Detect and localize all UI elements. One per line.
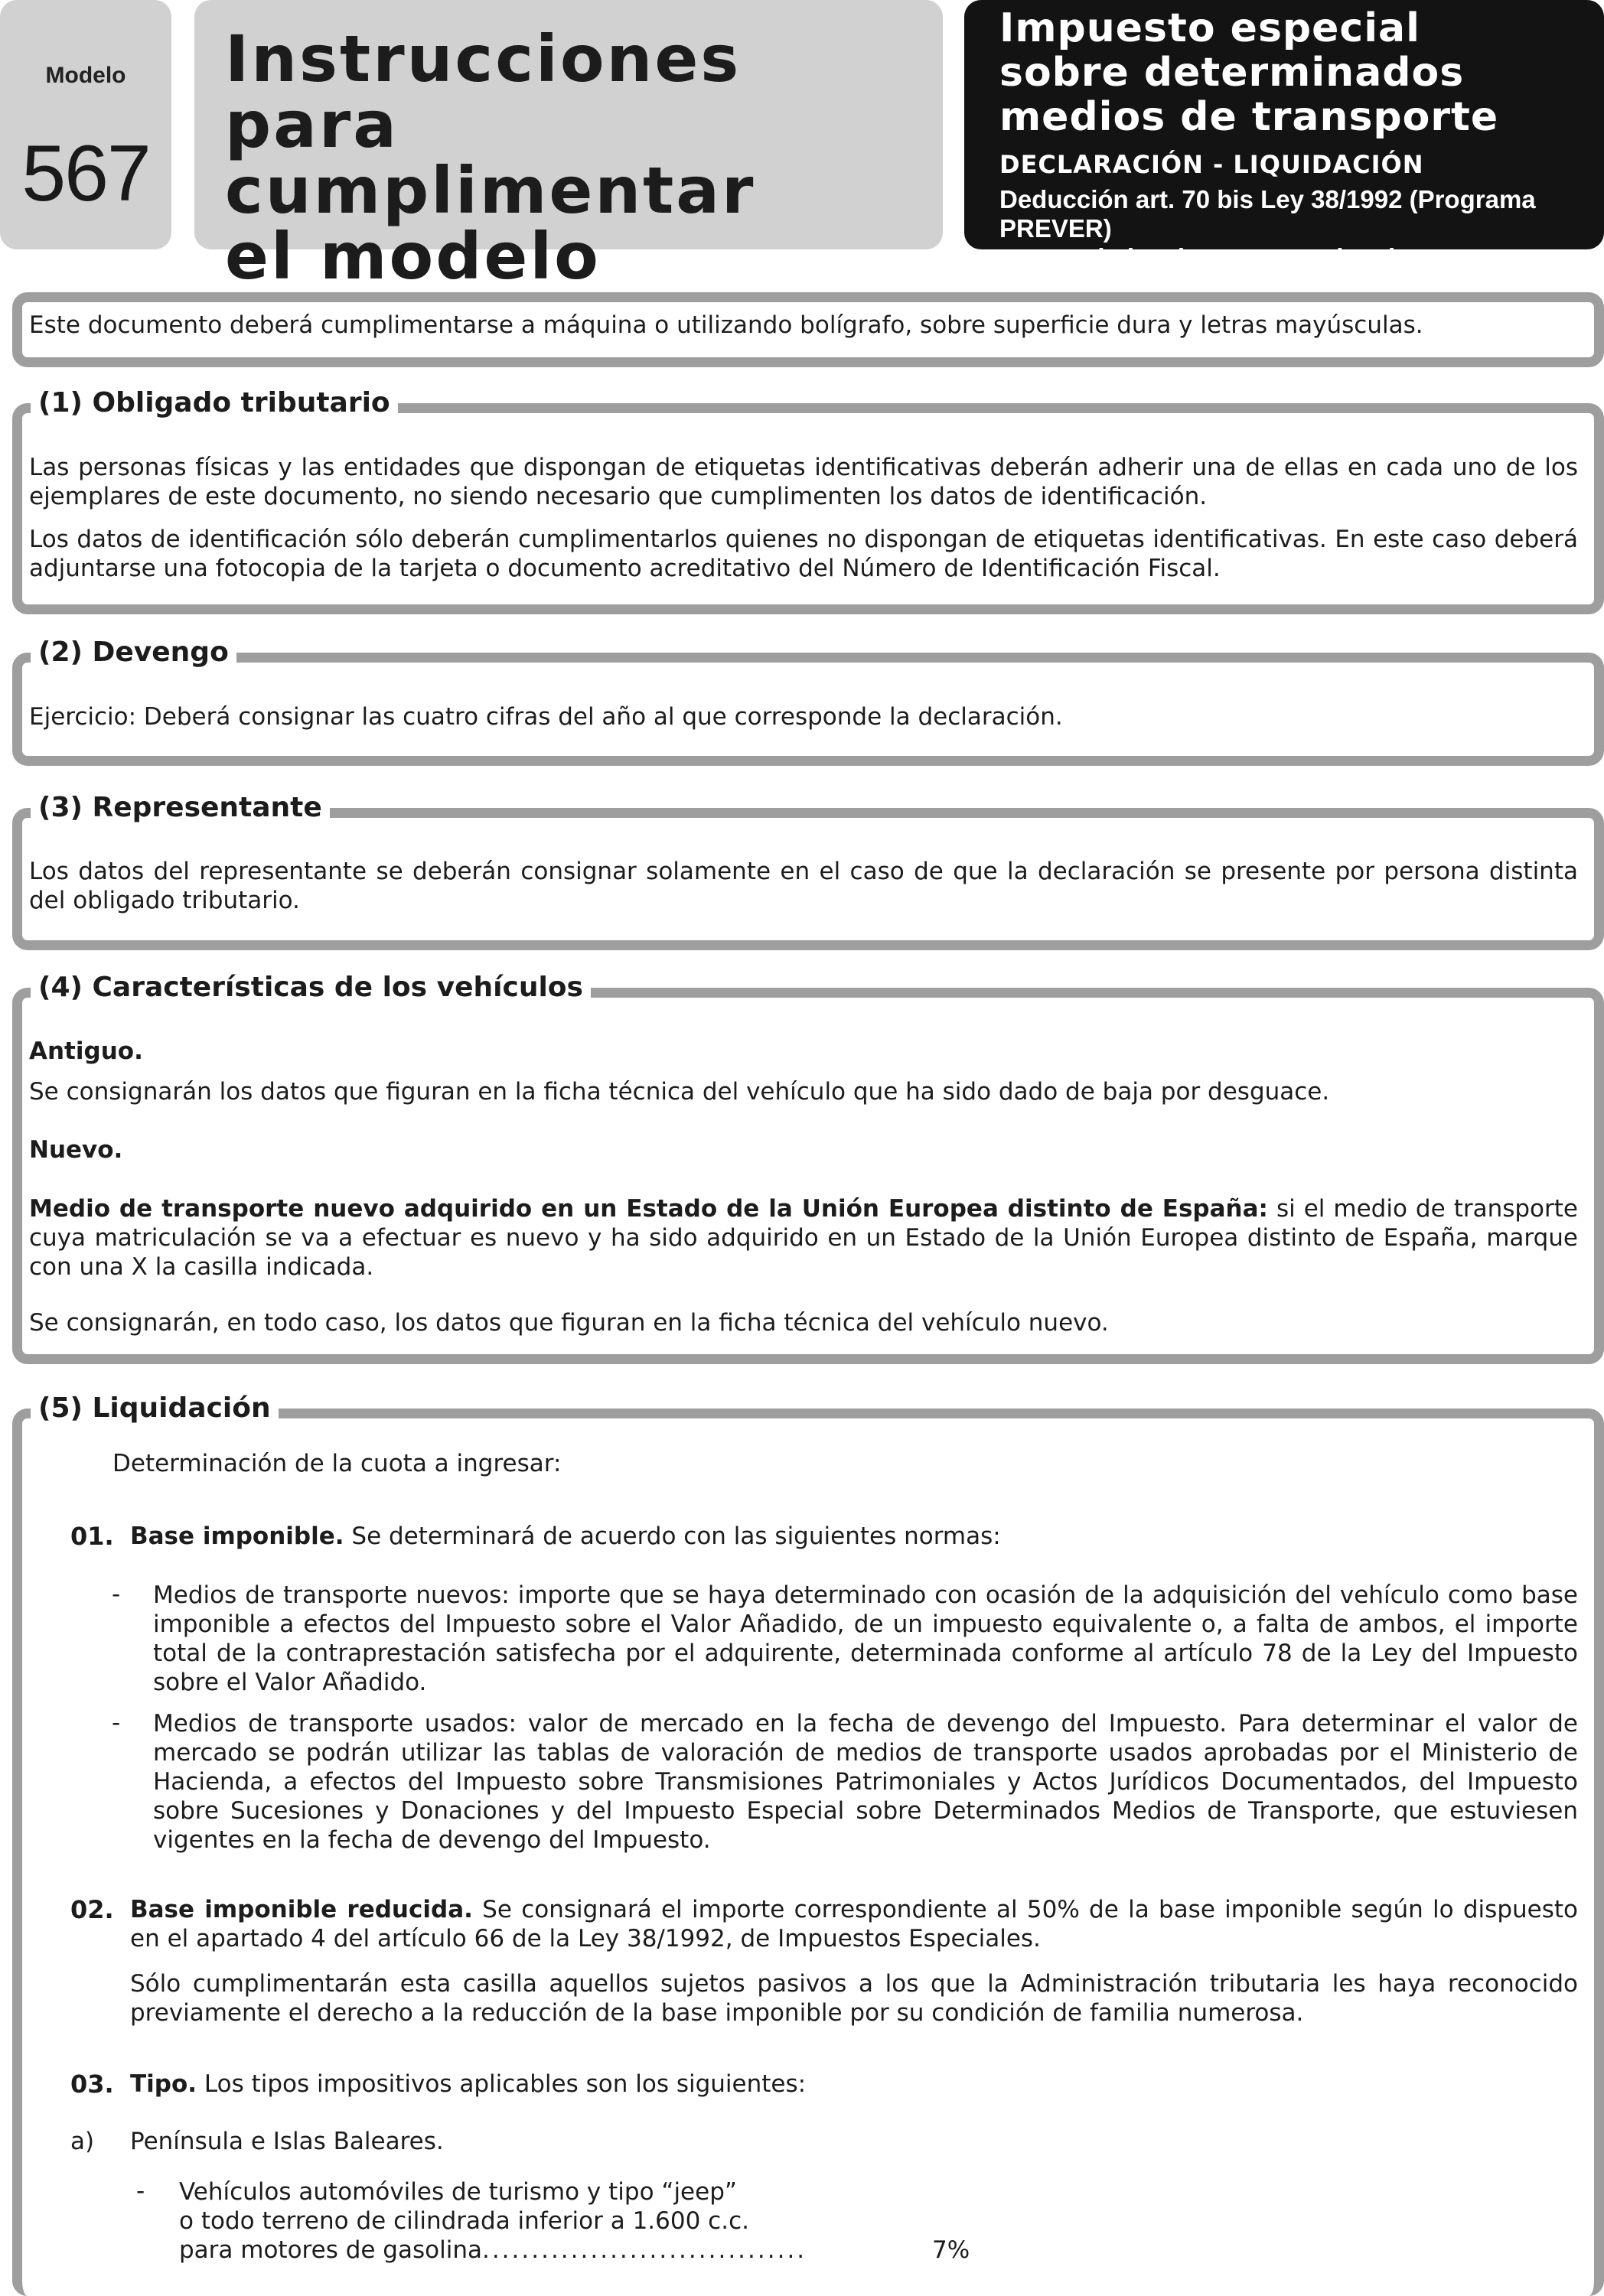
declaration-label: DECLARACIÓN - LIQUIDACIÓN (999, 150, 1424, 179)
model-box (0, 0, 171, 249)
vehicle-line-3-text: para motores de gasolina (179, 2236, 482, 2264)
page-title (225, 21, 943, 294)
item-02-text (130, 1895, 1578, 1953)
item-01-bold: Base imponible. (130, 1523, 344, 1550)
vehicle-rate: 7% (932, 2236, 970, 2264)
tax-title-line-2: sobre determinados (999, 50, 1465, 96)
section-2-heading: (2) Devengo (31, 637, 236, 668)
section-1-heading: (1) Obligado tributario (31, 387, 398, 418)
liquidacion-intro: Determinación de la cuota a ingresar: (112, 1450, 562, 1477)
item-01-text (130, 1522, 1578, 1551)
section-1-p2: Los datos de identificación sólo deberán cumplimentarlos quienes no dispongan de etiquetas identificativas. En este caso deberá adjuntarse una fotocopia de la tarjeta o documento acreditativo del Número de Identificación Fiscal. (29, 526, 1578, 582)
item-02-number: 02. (70, 1895, 114, 1924)
bullet-dash: - (112, 1709, 121, 1737)
tax-title-line-1: Impuesto especial (999, 5, 1420, 51)
item-03-bold: Tipo. (130, 2070, 197, 2098)
bullet-dash: - (112, 1581, 121, 1608)
section-1-p1: Las personas físicas y las entidades que dispongan de etiquetas identificativas deberán adherir una de ellas en cada uno de los ejemplares de este documento, no siendo necesario que cumplimenten los datos de identificación. (29, 454, 1578, 510)
item-01-bullet-1: Medios de transporte nuevos: importe que se haya determinado con ocasión de la adquisición del vehículo como base imponible a efectos del Impuesto sobre el Valor Añadido, de un impuesto equivalente o, a falta de ambos, el importe total de la contraprestación satisfecha por el adquirente, determinada conforme al artículo 78 de la Ley del Impuesto sobre el Valor Añadido. (153, 1581, 1578, 1696)
title-line-2: para cumplimentar (225, 87, 756, 228)
section-5-heading: (5) Liquidación (31, 1392, 279, 1424)
title-line-3: el modelo (225, 219, 601, 294)
item-03-text (130, 2070, 1578, 2099)
intro-text: Este documento deberá cumplimentarse a máquina o utilizando bolígrafo, sobre superficie dura y letras mayúsculas. (29, 311, 1423, 339)
antiguo-label: Antiguo. (29, 1037, 143, 1065)
item-02-rest: Se consignará el importe correspondiente al 50% de la base imponible según lo dispuesto en el apartado 4 del artículo 66 de la Ley 38/1992, de Impuestos Especiales. (130, 1896, 1578, 1952)
deduction-line-1: Deducción art. 70 bis Ley 38/1992 (Programa PREVER) (999, 185, 1536, 243)
item-02-bold: Base imponible reducida. (130, 1896, 473, 1923)
section-3-p1: Los datos del representante se deberán consignar solamente en el caso de que la declaración se presente por persona distinta del obligado tributario. (29, 858, 1578, 914)
deduction-text (999, 185, 1604, 272)
subitem-a-text: Península e Islas Baleares. (130, 2128, 444, 2155)
item-01-bullet-2: Medios de transporte usados: valor de mercado en la fecha de devengo del Impuesto. Para determinar el valor de mercado se podrán utilizar las tablas de valoración de medios de transporte usados aprobadas por el Ministerio de Hacienda, a efectos del Impuesto sobre Transmisiones Patrimoniales y Actos Jurídicos Documentados, del Impuesto sobre Sucesiones y Donaciones y del Impuesto Especial sobre Determinados Medios de Transporte, que estuviesen vigentes en la fecha de devengo del Impuesto. (153, 1710, 1578, 1854)
tax-box (964, 0, 1604, 272)
nuevo-label: Nuevo. (29, 1136, 123, 1164)
vehicle-line-1: Vehículos automóviles de turismo y tipo “jeep” (179, 2178, 737, 2206)
ue-bold: Medio de transporte nuevo adquirido en un Estado de la Unión Europea distinto de España: (29, 1195, 1268, 1223)
ue-text: si el medio de transporte cuya matriculación se va a efectuar es nuevo y ha sido adquirido en un Estado de la Unión Europea distinto de España, marque con una X la casilla indicada. (29, 1195, 1579, 1281)
item-01-rest: Se determinará de acuerdo con las siguientes normas: (344, 1523, 1001, 1550)
vehicle-line-3 (179, 2236, 807, 2265)
ue-paragraph (29, 1194, 1578, 1282)
item-02-p2: Sólo cumplimentarán esta casilla aquellos sujetos pasivos a los que la Administración tributaria les haya reconocido previamente el derecho a la reducción de la base imponible por su condición de familia numerosa. (130, 1970, 1578, 2027)
vehicle-line-2: o todo terreno de cilindrada inferior a 1.600 c.c. (179, 2207, 749, 2235)
model-number: 567 (21, 129, 150, 218)
model-label: Modelo (45, 63, 126, 88)
final-text: Se consignarán, en todo caso, los datos que figuran en la ficha técnica del vehículo nuevo. (29, 1309, 1109, 1337)
title-box (194, 0, 943, 294)
subitem-a-label: a) (70, 2128, 95, 2155)
section-3-heading: (3) Representante (31, 792, 330, 823)
deduction-line-2: y otras deducciones excepcionales. (999, 243, 1431, 272)
tax-title (999, 6, 1498, 139)
item-03-rest: Los tipos impositivos aplicables son los siguientes: (197, 2070, 807, 2098)
item-01-number: 01. (70, 1522, 114, 1551)
title-line-1: Instrucciones (225, 21, 742, 96)
antiguo-text: Se consignarán los datos que figuran en la ficha técnica del vehículo que ha sido dado de baja por desguace. (29, 1078, 1330, 1106)
section-2-p1: Ejercicio: Deberá consignar las cuatro cifras del año al que corresponde la declaración. (29, 703, 1063, 731)
bullet-dash: - (136, 2177, 145, 2205)
tax-title-line-3: medios de transporte (999, 94, 1499, 140)
leader-dots: ................................. (481, 2236, 807, 2264)
item-03-number: 03. (70, 2070, 114, 2099)
section-4-heading: (4) Características de los vehículos (31, 972, 591, 1003)
